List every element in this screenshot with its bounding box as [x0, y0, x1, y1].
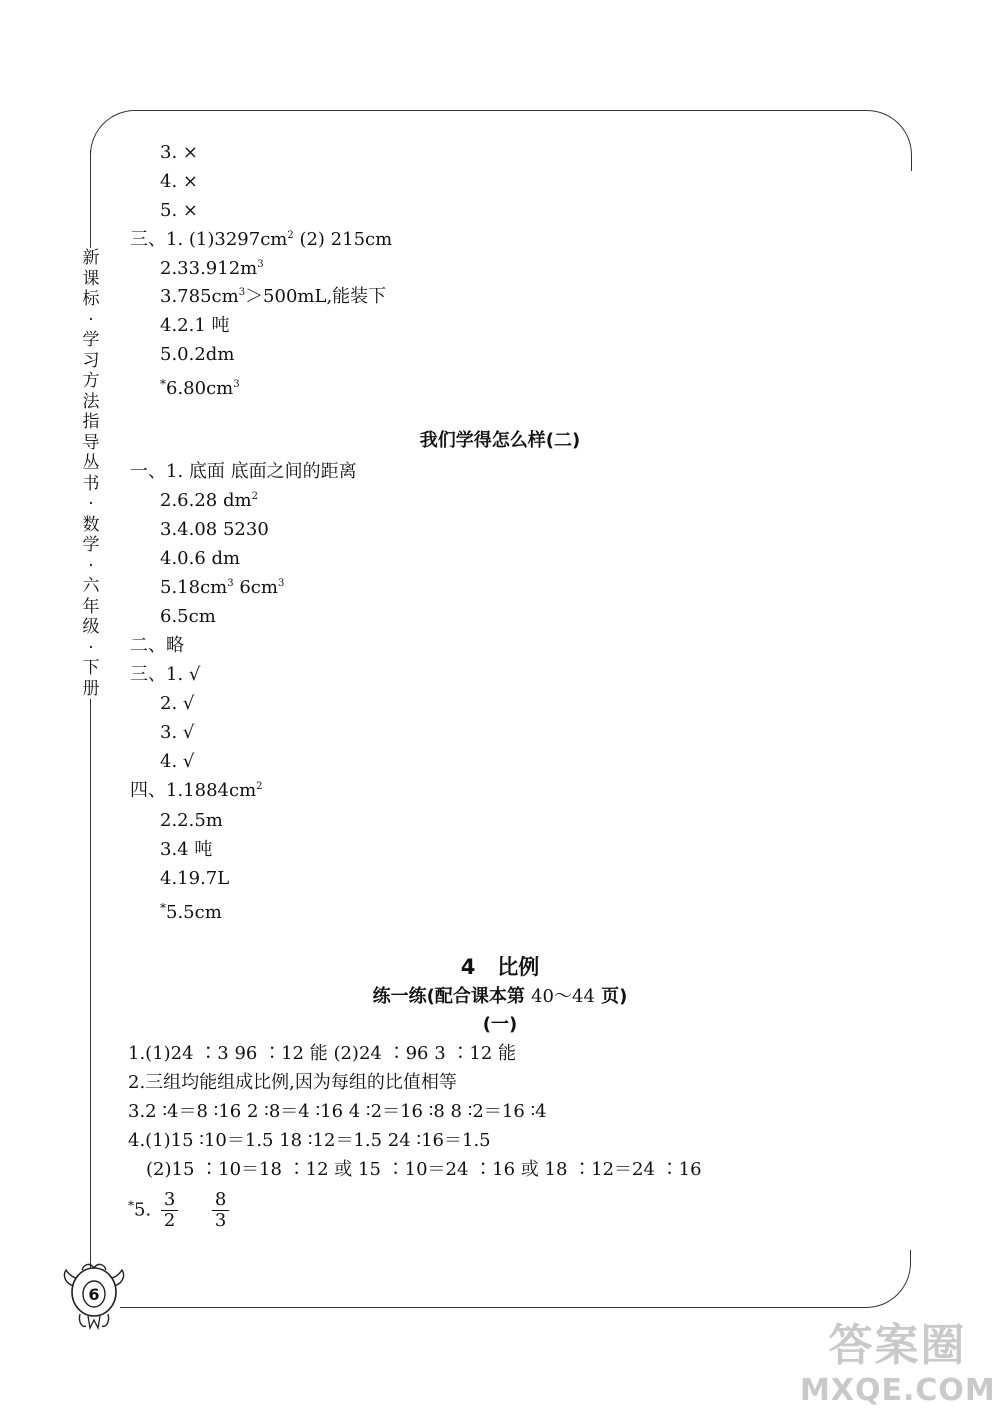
answer-line: 三、1. $(1)3297cm^2$ (2) 215cm	[130, 229, 393, 250]
answer-line: 一、1. 底面 底面之间的距离	[130, 461, 357, 482]
answer-line: $5.18cm^3$ $6cm^3$	[160, 577, 285, 598]
mascot-icon	[60, 1256, 128, 1334]
page-frame-top	[90, 110, 912, 171]
answer-line: (2)15 ∶10＝18 ∶12 或 15 ∶10＝24 ∶16 或 18 ∶12＝24 ∶16	[146, 1159, 702, 1180]
answer-line: *5.5cm	[160, 901, 222, 923]
fraction: $\frac{3}{2}$	[161, 1190, 178, 1231]
answer-line: 3.2 ∶4＝8 ∶16 2 ∶8＝4 ∶16 4 ∶2＝16 ∶8 8 ∶2＝16 ∶4	[128, 1101, 547, 1122]
answer-line: $^*6.80cm^3$	[160, 377, 240, 399]
answer-line: 2. √	[160, 693, 195, 714]
answer-line: 2.6.28 $dm^2$	[160, 490, 258, 511]
answer-line: 四、$1.1884cm^2$	[130, 780, 263, 801]
answer-line: 3. ×	[160, 142, 198, 163]
answer-line: 二、略	[130, 635, 184, 656]
answer-line: 1.(1)24 ∶3 96 ∶12 能 (2)24 ∶96 3 ∶12 能	[128, 1043, 516, 1064]
answer-line: 三、1. √	[130, 664, 201, 685]
section-title: 我们学得怎么样(二)	[419, 430, 581, 451]
answer-line: 5.0.2dm	[160, 344, 235, 365]
answer-line: 3.4.08 5230	[160, 519, 269, 540]
answer-line: 4.0.6 dm	[160, 548, 241, 569]
answer-line: 4. √	[160, 751, 195, 772]
answer-line: $3.785cm^3>500mL$,能装下	[160, 286, 387, 307]
answer-line-fractions: *5. $\frac{3}{2}$ $\frac{8}{3}$	[128, 1190, 233, 1231]
mascot-page-number-badge	[60, 1256, 128, 1334]
answer-line: 3.4 吨	[160, 839, 213, 860]
answer-line: 4.(1)15 ∶10＝1.5 18 ∶12＝1.5 24 ∶16＝1.5	[128, 1130, 491, 1151]
answer-line: 5. ×	[160, 200, 198, 221]
answer-line: 6.5cm	[160, 606, 216, 627]
answer-line: $2.33.912m^3$	[160, 258, 264, 279]
answer-line: 2.2.5m	[160, 810, 223, 831]
answer-line: 4.19.7L	[160, 868, 230, 889]
answer-line: 3. √	[160, 722, 195, 743]
answer-line: 4.2.1 吨	[160, 315, 230, 336]
chapter-title: 4 比例	[460, 955, 540, 979]
page-frame-bottom	[120, 1250, 911, 1308]
fraction: $\frac{8}{3}$	[212, 1190, 229, 1231]
answer-line: 4. ×	[160, 171, 198, 192]
chapter-subtitle: 练一练(配合课本第 40～44 页)	[372, 986, 628, 1007]
part-label: (一)	[482, 1014, 518, 1035]
answer-line: 2.三组均能组成比例,因为每组的比值相等	[128, 1072, 457, 1093]
watermark-logo: 答案圈 MXQE.COM	[800, 1320, 996, 1408]
side-series-title: 新 课 标 · 学 习 方 法 指 导 丛 书 · 数 学 · 六 年 级 · 下 册	[78, 248, 104, 699]
page-number: 6	[88, 1285, 100, 1304]
